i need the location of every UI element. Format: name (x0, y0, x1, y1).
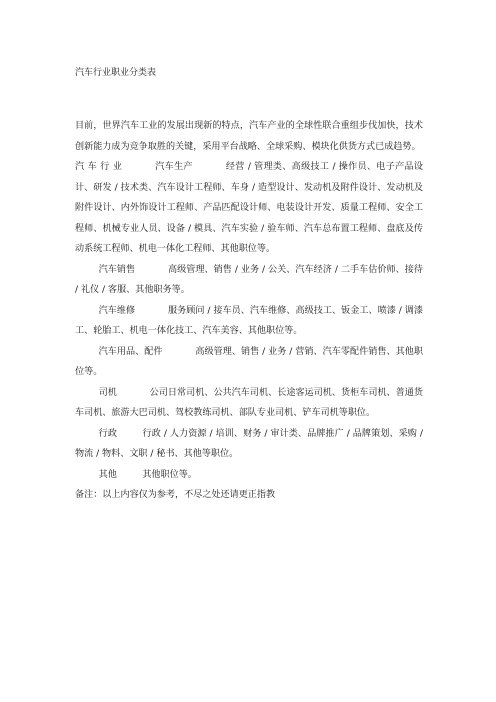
note-paragraph: 备注：以上内容仅为参考，不尽之处还请更正指教 (75, 490, 276, 500)
category-desc: 服务顾问 / 接车员、汽车维修、高级技工、钣金工、喷漆 / 调漆工、轮胎工、机电一体化技工、汽车美容、其他职位等。 (75, 305, 423, 336)
category-auto-repair (75, 301, 423, 342)
category-name: 汽车销售 (98, 264, 136, 275)
category-name: 司机 (98, 387, 117, 398)
category-desc: 行政 / 人力资源 / 培训、财务 / 审计类、品牌推广 / 品牌策划、采购 / 物流 / 物料、文职 / 秘书、其他等职位。 (75, 428, 423, 459)
category-desc: 经营 / 管理类、高级技工 / 操作员、电子产品设计、研发 / 技术类、汽车设计工程师、车身 / 造型设计、发动机及附件设计、发动机及附件设计、内外饰设计工程师、产品匹配设计师、电装设计开发、质量工程师、安全工程师、机械专业人员、设备 / 模具、汽车实验 / 验车师、汽车总布置工程师、盘底及传动系统工程师、机电一体化工程师、其他职位等。 (75, 162, 423, 254)
category-desc: 高级管理、销售 / 业务 / 公关、汽车经济 / 二手车估价师、接待 / 礼仪 / 客服、其他职务等。 (75, 264, 423, 295)
category-name: 汽 车 行 业 (75, 162, 123, 172)
category-name: 其他 (98, 469, 117, 480)
category-driver (75, 383, 423, 424)
category-sub: 汽车生产 (154, 162, 193, 172)
category-auto-sales (75, 260, 423, 301)
intro-paragraph: 目前，世界汽车工业的发展出现新的特点，汽车产业的全球性联合重组步伐加快，技术创新能力成为竞争取胜的关键，采用平台战略、全球采购、模块化供货方式已成趋势。 (75, 121, 423, 152)
document-body (75, 116, 423, 506)
category-auto-production (75, 157, 423, 260)
category-other (75, 465, 423, 486)
category-name: 汽车维修 (98, 305, 136, 316)
category-auto-parts (75, 342, 423, 383)
category-name: 行政 (98, 428, 117, 439)
category-name: 汽车用品、配件 (98, 346, 163, 357)
category-desc: 公司日常司机、公共汽车司机、长途客运司机、货柜车司机、普通货车司机、旅游大巴司机、驾校教练司机、部队专业司机、铲车司机等职位。 (75, 387, 423, 418)
category-desc: 高级管理、销售 / 业务 / 营销、汽车零配件销售、其他职位等。 (75, 346, 423, 377)
document-title: 汽车行业职业分类表 (75, 68, 157, 78)
category-desc: 其他职位等。 (142, 469, 197, 480)
category-admin (75, 424, 423, 465)
